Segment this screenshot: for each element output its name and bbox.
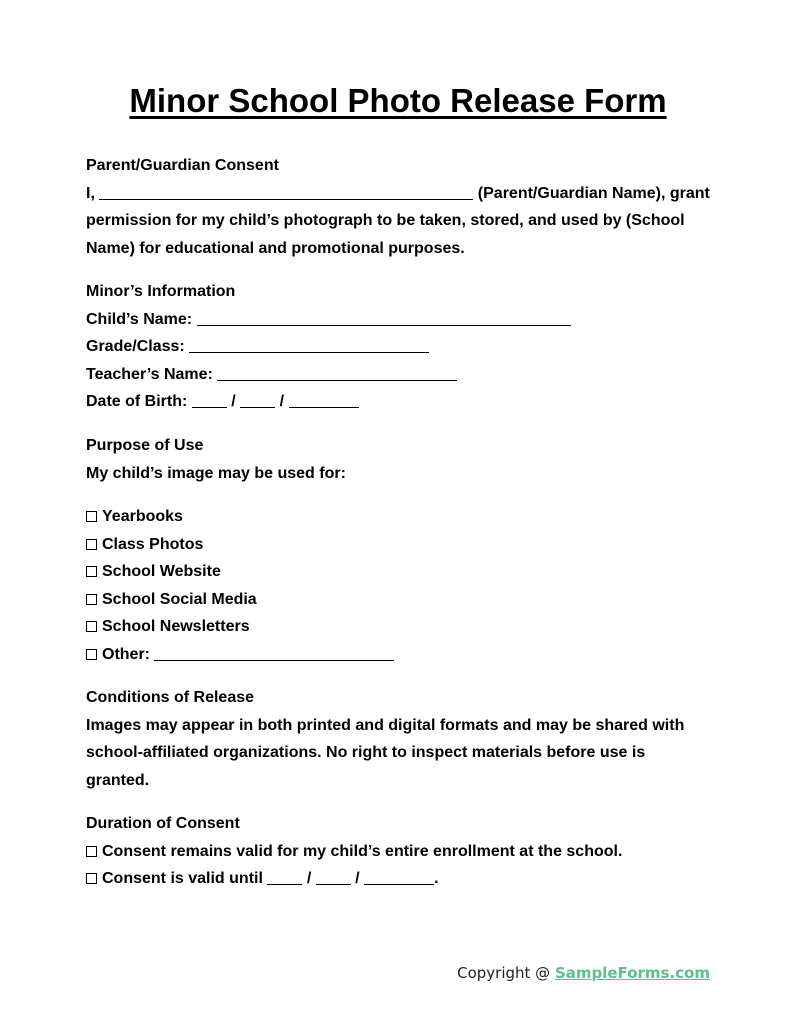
section-heading: Minor’s Information bbox=[86, 283, 236, 300]
purpose-option-other[interactable]: Other: bbox=[86, 641, 714, 669]
dob-month-field[interactable] bbox=[192, 393, 227, 408]
duration-option-enrollment[interactable]: Consent remains valid for my child’s entire enrollment at the school. bbox=[86, 838, 714, 866]
sampleforms-link[interactable]: SampleForms.com bbox=[554, 964, 710, 982]
duration-option-until-date[interactable]: Consent is valid until / / . bbox=[86, 865, 714, 893]
duration-section bbox=[86, 810, 714, 893]
childs-name-field[interactable] bbox=[197, 311, 571, 326]
section-heading: Parent/Guardian Consent bbox=[86, 157, 279, 174]
checkbox-icon[interactable] bbox=[86, 621, 97, 632]
page-title: Minor School Photo Release Form bbox=[129, 82, 667, 119]
purpose-section: Purpose of Use My child’s image may be used for: Yearbooks Class Photos School Website School Social Media School Newsletters Other: bbox=[86, 432, 714, 668]
section-heading: Conditions of Release bbox=[86, 689, 255, 706]
checkbox-icon[interactable] bbox=[86, 846, 97, 857]
purpose-option-yearbooks[interactable]: Yearbooks bbox=[86, 503, 714, 531]
purpose-option-class-photos[interactable]: Class Photos bbox=[86, 531, 714, 559]
purpose-option-newsletters[interactable]: School Newsletters bbox=[86, 613, 714, 641]
checkbox-icon[interactable] bbox=[86, 873, 97, 884]
checkbox-icon[interactable] bbox=[86, 594, 97, 605]
checkbox-icon[interactable] bbox=[86, 566, 97, 577]
dob-day-field[interactable] bbox=[240, 393, 275, 408]
minor-info-section: Minor’s Information Child’s Name: Grade/Class: Teacher’s Name: Date of Birth: / / bbox=[86, 278, 714, 416]
footer-copyright: Copyright @ SampleForms.com bbox=[457, 964, 710, 982]
checkbox-icon[interactable] bbox=[86, 539, 97, 550]
purpose-option-school-website[interactable]: School Website bbox=[86, 558, 714, 586]
until-month-field[interactable] bbox=[267, 870, 302, 885]
checkbox-icon[interactable] bbox=[86, 649, 97, 660]
grade-class-field[interactable] bbox=[189, 338, 429, 353]
purpose-option-social-media[interactable]: School Social Media bbox=[86, 586, 714, 614]
dob-year-field[interactable] bbox=[289, 393, 359, 408]
parent-name-field[interactable] bbox=[99, 185, 473, 200]
teacher-name-field[interactable] bbox=[217, 366, 457, 381]
until-day-field[interactable] bbox=[316, 870, 351, 885]
conditions-section: Conditions of Release Images may appear in both printed and digital formats and may be shared with school-affiliated organizations. No right to inspect materials before use is granted. bbox=[86, 684, 714, 794]
until-year-field[interactable] bbox=[364, 870, 434, 885]
other-purpose-field[interactable] bbox=[154, 646, 394, 661]
parent-consent-section: Parent/Guardian Consent I, (Parent/Guardian Name), grant permission for my child’s photograph to be taken, stored, and used by (School Name) for educational and promotional purposes. bbox=[86, 152, 714, 262]
section-heading: Purpose of Use bbox=[86, 437, 204, 454]
section-heading: Duration of Consent bbox=[86, 815, 240, 832]
checkbox-icon[interactable] bbox=[86, 511, 97, 522]
